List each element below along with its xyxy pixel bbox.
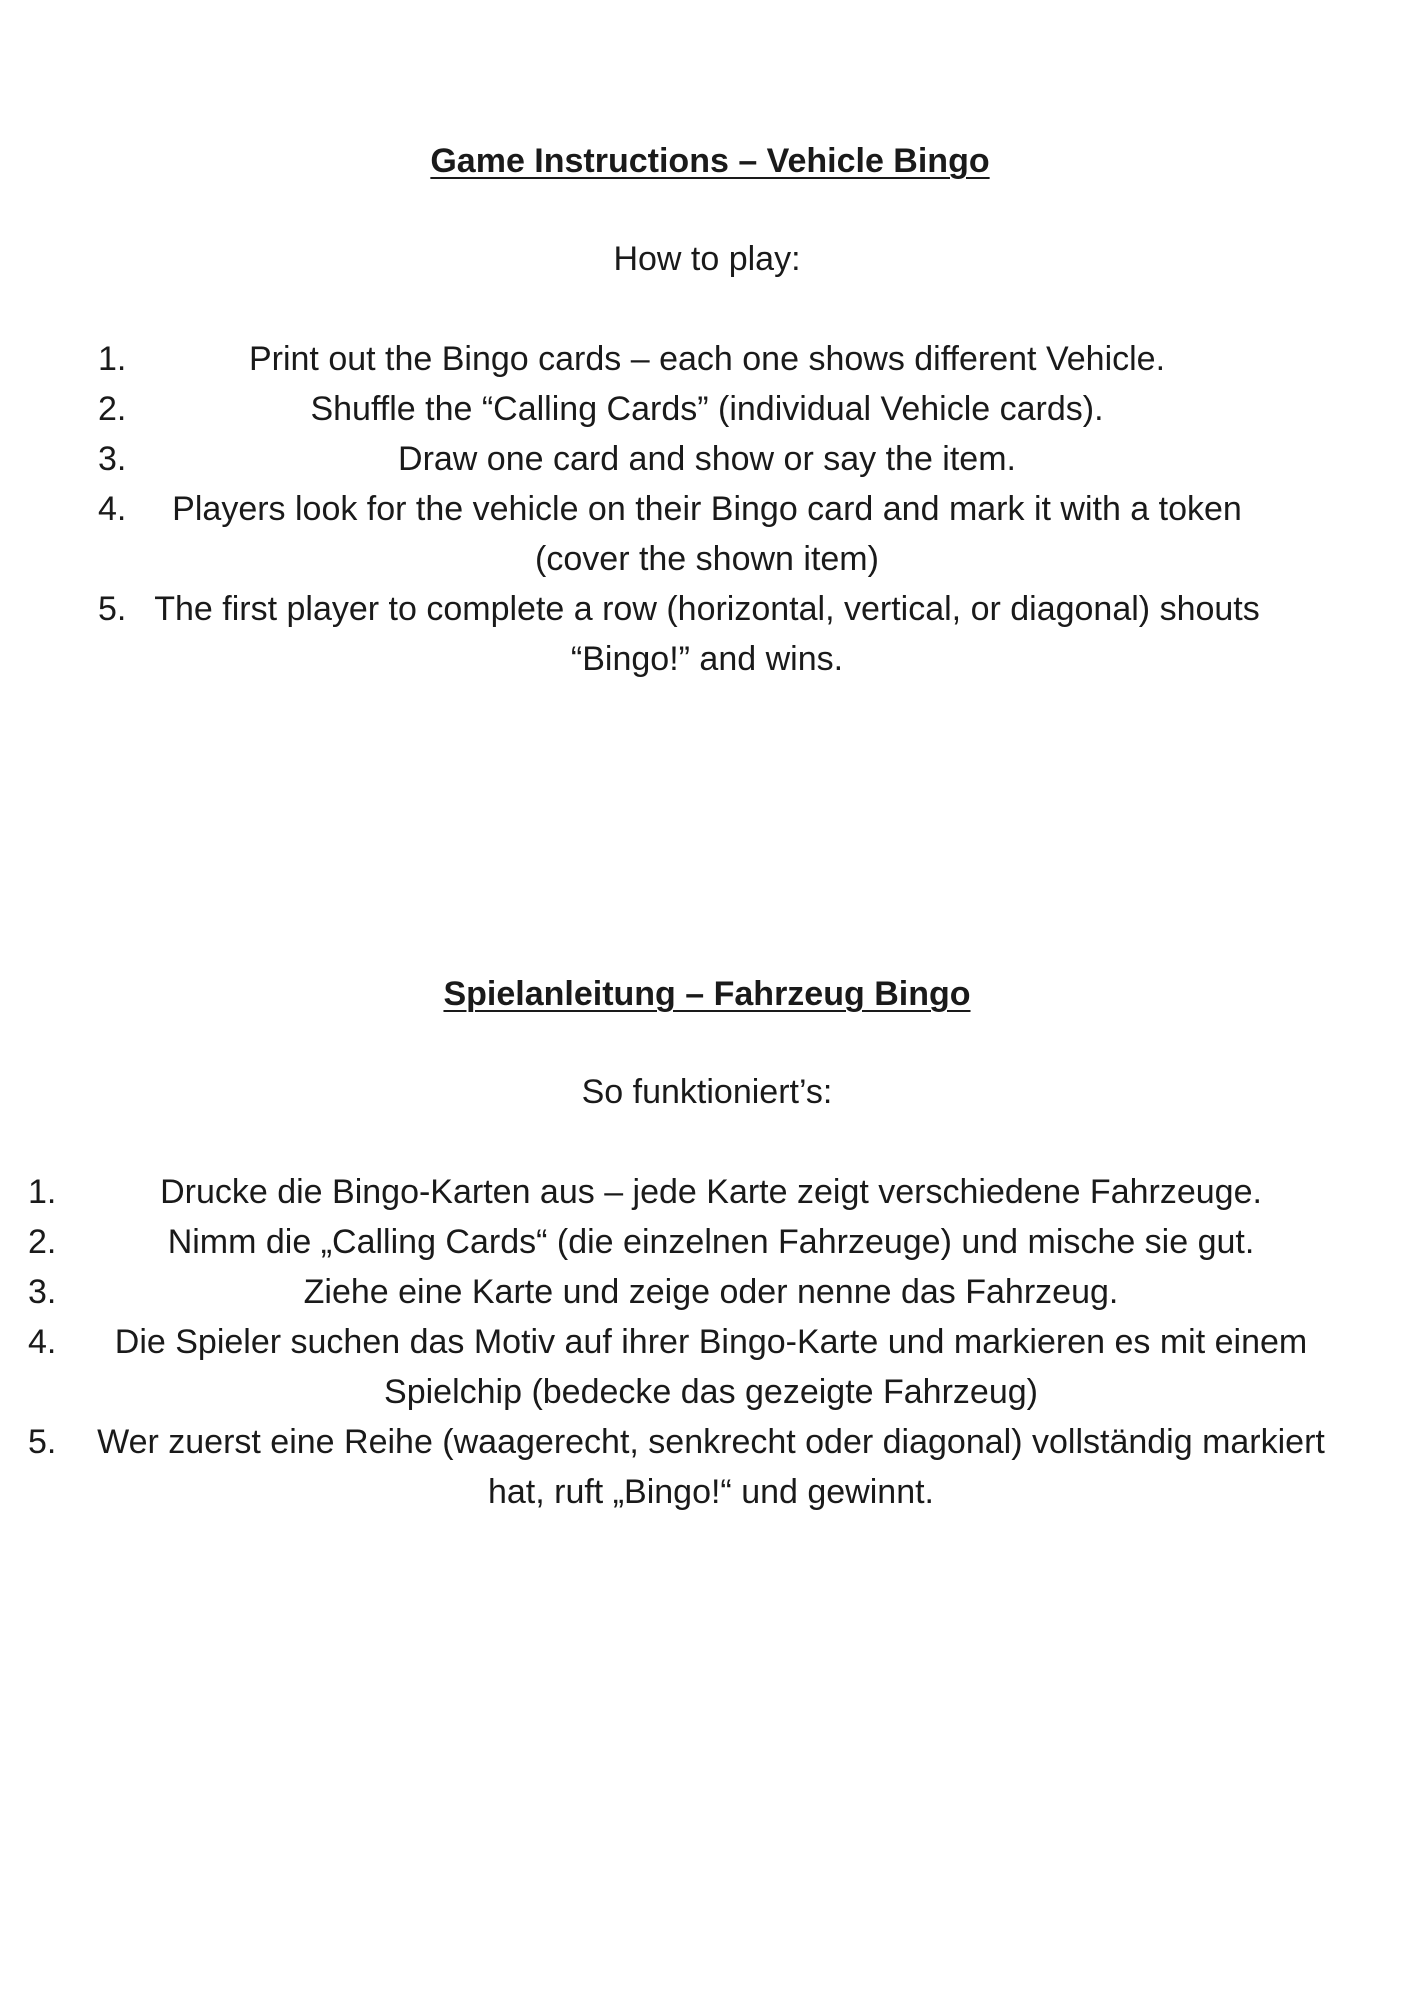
step-number: 4.: [98, 490, 127, 528]
english-subtitle: How to play:: [613, 240, 801, 278]
step-number: 1.: [98, 340, 127, 378]
list-item: [0, 1167, 1414, 1217]
step-number: 5.: [28, 1423, 57, 1461]
german-title: [0, 971, 1414, 1017]
german-steps-list: [0, 1167, 1414, 1517]
step-number: 3.: [28, 1273, 57, 1311]
step-text: Die Spieler suchen das Motiv auf ihrer Bingo-Karte und markieren es mit einem Spielchip (bedecke das gezeigte Fahrzeug): [114, 1323, 1308, 1411]
step-number: 5.: [98, 590, 127, 628]
step-text: Nimm die „Calling Cards“ (die einzelnen Fahrzeuge) und mische sie gut.: [167, 1223, 1255, 1261]
english-instructions: [0, 138, 1414, 684]
step-text: Draw one card and show or say the item.: [398, 440, 1016, 478]
step-text: Wer zuerst eine Reihe (waagerecht, senkrecht oder diagonal) vollständig markiert hat, ruft „Bingo!“ und gewinnt.: [97, 1423, 1325, 1511]
list-item: [0, 1417, 1414, 1517]
list-item: [0, 1217, 1414, 1267]
step-text: Drucke die Bingo-Karten aus – jede Karte zeigt verschiedene Fahrzeuge.: [160, 1173, 1262, 1211]
german-title-text: Spielanleitung – Fahrzeug Bingo: [443, 975, 971, 1013]
list-item: [0, 484, 1414, 584]
step-number: 1.: [28, 1173, 57, 1211]
step-number: 4.: [28, 1323, 57, 1361]
step-text: Ziehe eine Karte und zeige oder nenne das Fahrzeug.: [303, 1273, 1119, 1311]
german-instructions: [0, 971, 1414, 1517]
list-item: [0, 584, 1414, 684]
list-item: [0, 1267, 1414, 1317]
step-text: The first player to complete a row (horizontal, vertical, or diagonal) shouts “Bingo!” and wins.: [154, 590, 1260, 678]
german-subtitle: So funktioniert’s:: [581, 1073, 833, 1111]
step-text: Print out the Bingo cards – each one shows different Vehicle.: [248, 340, 1166, 378]
english-title: [0, 138, 1414, 184]
list-item: [0, 384, 1414, 434]
step-number: 2.: [28, 1223, 57, 1261]
step-number: 2.: [98, 390, 127, 428]
english-steps-list: [0, 334, 1414, 684]
step-text: Players look for the vehicle on their Bingo card and mark it with a token (cover the shown item): [172, 490, 1242, 578]
step-text: Shuffle the “Calling Cards” (individual Vehicle cards).: [310, 390, 1104, 428]
english-title-text: Game Instructions – Vehicle Bingo: [430, 142, 990, 180]
step-number: 3.: [98, 440, 127, 478]
list-item: [0, 434, 1414, 484]
list-item: [0, 334, 1414, 384]
list-item: [0, 1317, 1414, 1417]
